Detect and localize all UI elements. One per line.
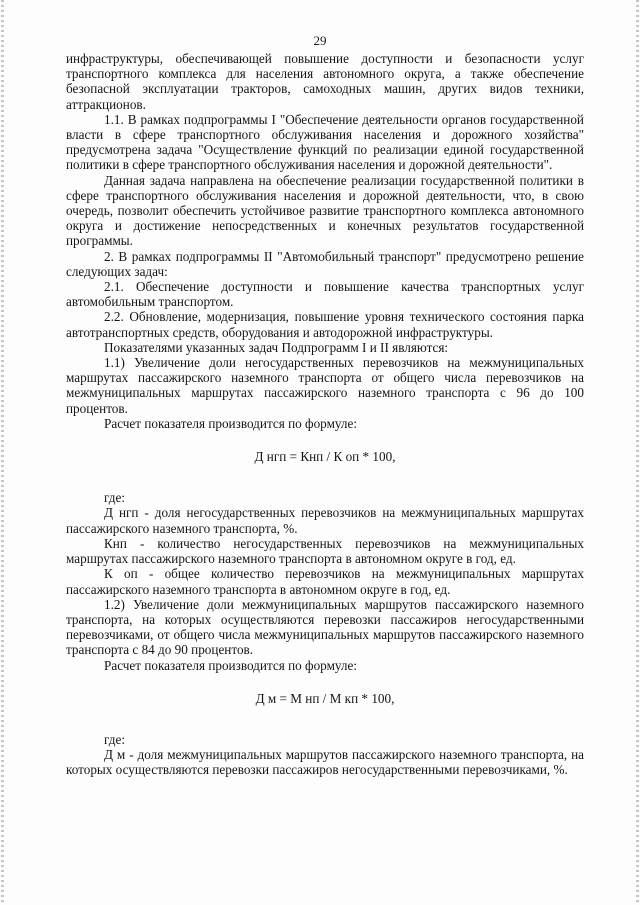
paragraph-def-d-m: Д м - доля межмуниципальных маршрутов пассажирского наземного транспорта, на которых осуществляются перевозки пассажиров негосударственными перевозчиками, %. [66, 747, 584, 778]
paragraph-task-2-1: 2.1. Обеспечение доступности и повышение качества транспортных услуг автомобильным транспортом. [66, 279, 584, 310]
paragraph-where-2: где: [104, 731, 125, 747]
document-body [66, 51, 584, 778]
formula-1: Д нгп = Кнп / К оп * 100, [254, 449, 396, 465]
paragraph-indicator-1-2: 1.2) Увеличение доли межмуниципальных маршрутов пассажирского наземного транспорта, на которых осуществляются перевозки пассажиров негосударственными перевозчиками, от общего числа межмуниципальных маршрутов пассажирского наземного транспорта с 84 до 90 процентов. [66, 596, 584, 658]
formula-2: Д м = М нп / М кп * 100, [255, 690, 395, 706]
paragraph-task-2-2: 2.2. Обновление, модернизация, повышение уровня технического состояния парка автотранспортных средств, оборудования и автодорожной инфраструктуры. [66, 309, 584, 340]
paragraph-indicator-1-1: 1.1) Увеличение доли негосударственных перевозчиков на межмуниципальных маршрутах пассажирского наземного транспорта от общего числа перевозчиков на межмуниципальных маршрутах пассажирского наземного транспорта с 96 до 100 процентов. [66, 355, 584, 416]
paragraph-continuation: инфраструктуры, обеспечивающей повышение доступности и безопасности услуг транспортного комплекса для населения автономного округа, а также обеспечение безопасной эксплуатации тракторов, самоходных машин, других видов техники, аттракционов. [66, 51, 584, 112]
paragraph-formula-intro-1: Расчет показателя производится по формуле: [104, 415, 358, 431]
paragraph-subprogram-1: 1.1. В рамках подпрограммы I "Обеспечение деятельности органов государственной власти в сфере транспортного обслуживания населения и дорожного хозяйства" предусмотрена задача "Осуществление функций по реализации единой государственной политики в сфере транспортного обслуживания населения и дорожной деятельности". [66, 111, 584, 173]
paragraph-where-1: где: [104, 490, 125, 506]
scan-edge-right [636, 0, 639, 905]
paragraph-formula-intro-2: Расчет показателя производится по формуле: [104, 657, 358, 673]
scan-edge-left [1, 0, 4, 905]
paragraph-subprogram-2: 2. В рамках подпрограммы II "Автомобильный транспорт" предусмотрено решение следующих задач: [66, 248, 584, 279]
paragraph-def-k-op: К оп - общее количество перевозчиков на межмуниципальных маршрутах пассажирского наземного транспорта в автономном округе в год, ед. [66, 566, 584, 597]
paragraph-indicators-intro: Показателями указанных задач Подпрограмм I и II являются: [104, 339, 449, 355]
paragraph-def-knp: Кнп - количество негосударственных перевозчиков на межмуниципальных маршрутах пассажирского наземного транспорта в автономном округе в год, ед. [66, 535, 584, 567]
paragraph-task-purpose: Данная задача направлена на обеспечение реализации государственной политики в сфере транспортного обслуживания населения и дорожной деятельности, что, в свою очередь, позволит обеспечить устойчивое развитие транспортного комплекса автономного округа и достижение непосредственных и конечных результатов государственной программы. [66, 172, 584, 249]
page-number: 29 [313, 33, 327, 48]
paragraph-def-d-ngp: Д нгп - доля негосударственных перевозчиков на межмуниципальных маршрутах пассажирского наземного транспорта, %. [66, 505, 584, 536]
